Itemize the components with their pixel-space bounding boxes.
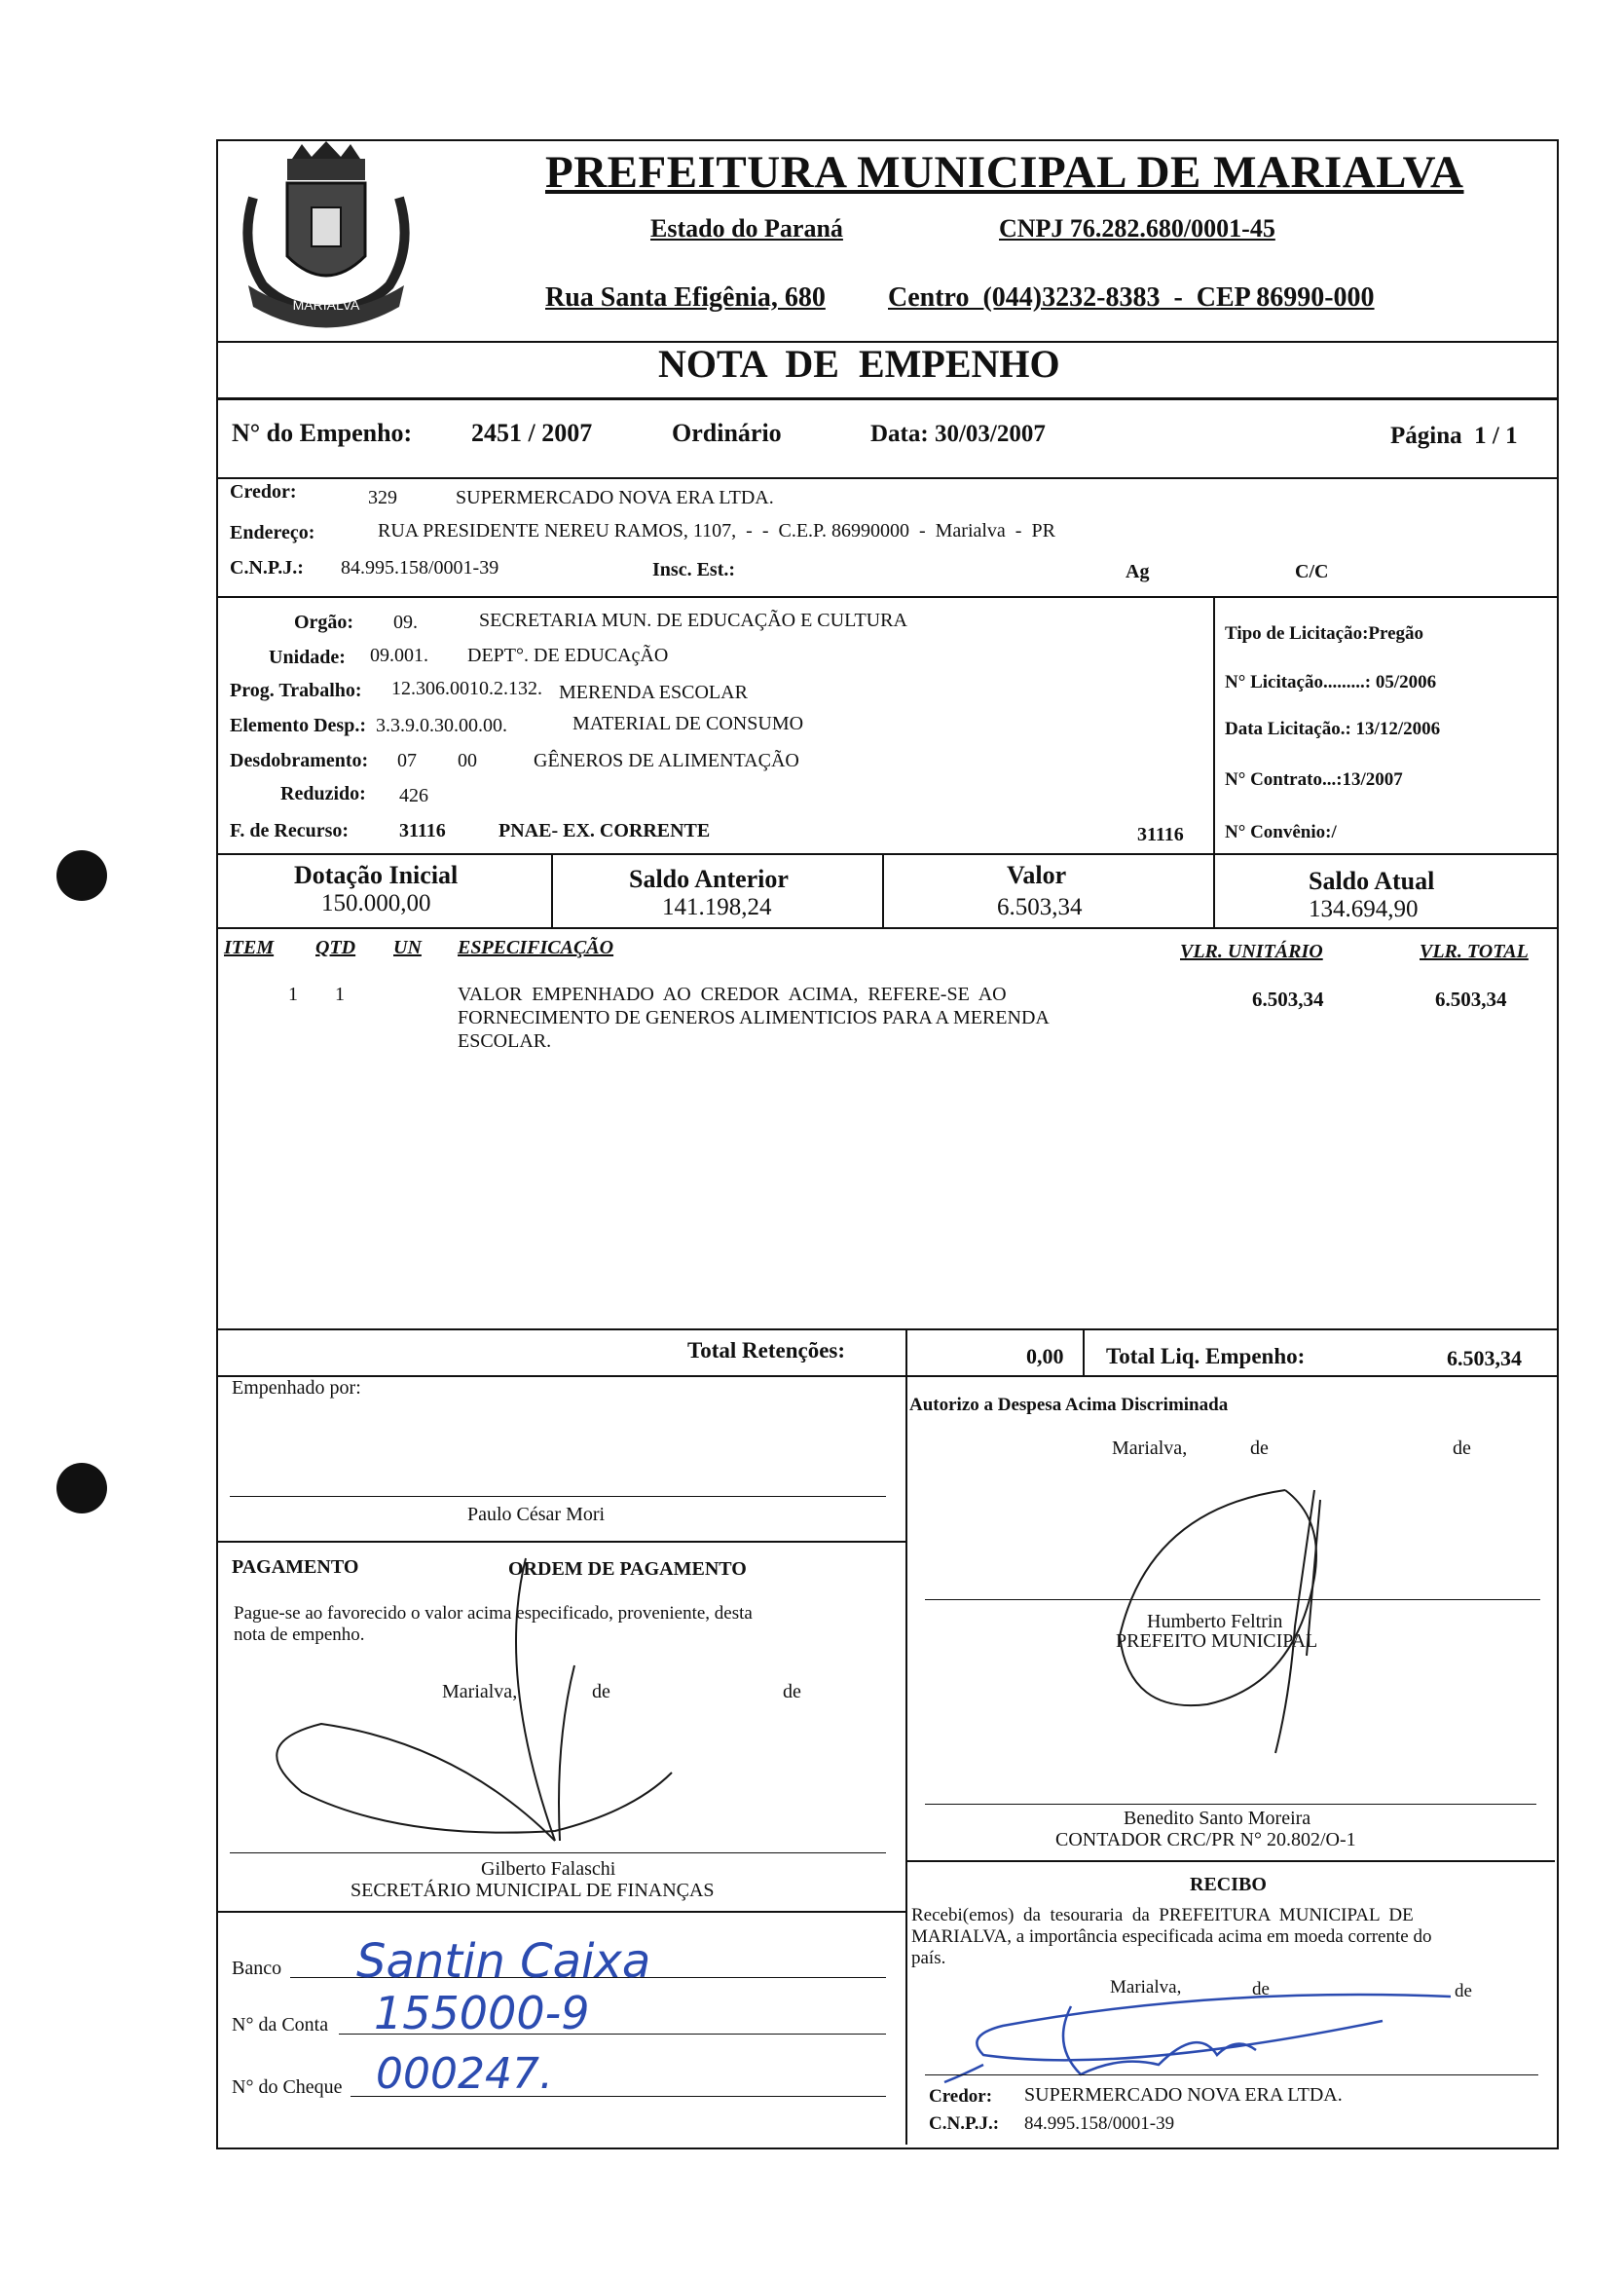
saldo-atual-label: Saldo Atual xyxy=(1309,867,1435,895)
recibo-credor-label: Credor: xyxy=(929,2086,993,2107)
prog-name: MERENDA ESCOLAR xyxy=(559,682,748,703)
municipal-crest xyxy=(234,139,419,334)
empenhado-name: Paulo César Mori xyxy=(467,1504,606,1525)
autorizo-de2: de xyxy=(1453,1438,1471,1459)
cheque-value[interactable]: 000247. xyxy=(376,2049,553,2099)
conta-label: N° da Conta xyxy=(232,2014,329,2035)
autorizo-place: Marialva, xyxy=(1112,1438,1188,1459)
saldo-atual-value: 134.694,90 xyxy=(1309,896,1419,922)
estado: Estado do Paraná xyxy=(650,214,843,243)
recibo-cnpj: 84.995.158/0001-39 xyxy=(1024,2113,1175,2134)
prog-code: 12.306.0010.2.132. xyxy=(391,678,542,699)
desdobramento-a: 07 xyxy=(397,750,417,771)
credor-cnpj: 84.995.158/0001-39 xyxy=(341,557,499,579)
banco-value[interactable]: Santin Caixa xyxy=(356,1934,651,1989)
elemento-label: Elemento Desp.: xyxy=(230,715,366,736)
unidade-code: 09.001. xyxy=(370,645,428,666)
elemento-code: 3.3.9.0.30.00.00. xyxy=(376,715,507,736)
pagamento-de1: de xyxy=(592,1681,610,1702)
banco-label: Banco xyxy=(232,1958,282,1979)
elemento-name: MATERIAL DE CONSUMO xyxy=(572,713,804,734)
recurso-label: F. de Recurso: xyxy=(230,820,350,841)
item-vlr-unitario: 6.503,34 xyxy=(1252,988,1324,1011)
recibo-text-2: MARIALVA, a importância especificada acima em moeda corrente do xyxy=(911,1926,1432,1947)
cheque-label: N° do Cheque xyxy=(232,2076,343,2098)
desdobramento-name: GÊNEROS DE ALIMENTAÇÃO xyxy=(534,750,799,771)
orgao-code: 09. xyxy=(393,612,418,633)
recibo-text-3: país. xyxy=(911,1948,946,1968)
orgao-name: SECRETARIA MUN. DE EDUCAÇÃO E CULTURA xyxy=(479,610,907,631)
retencoes-value: 0,00 xyxy=(1026,1344,1064,1368)
address-rest: Centro (044)3232-8383 - CEP 86990-000 xyxy=(888,282,1375,313)
street-address: Rua Santa Efigênia, 680 xyxy=(545,282,826,313)
dotacao-inicial-label: Dotação Inicial xyxy=(294,861,459,889)
recibo-place: Marialva, xyxy=(1110,1977,1182,1998)
conta-value[interactable]: 155000-9 xyxy=(374,1987,590,2039)
recibo-text-1: Recebi(emos) da tesouraria da PREFEITURA MUNICIPAL DE xyxy=(911,1905,1414,1925)
recibo-cnpj-label: C.N.P.J.: xyxy=(929,2113,1000,2134)
item-desc-line1: VALOR EMPENHADO AO CREDOR ACIMA, REFERE-SE AO xyxy=(458,984,1007,1005)
recibo-de2: de xyxy=(1455,1981,1472,2001)
empenho-number: 2451 / 2007 xyxy=(471,419,593,447)
empenho-label: N° do Empenho: xyxy=(232,419,413,447)
reduzido-label: Reduzido: xyxy=(280,783,366,804)
cc-label: C/C xyxy=(1295,561,1329,582)
punch-hole-top xyxy=(56,850,107,901)
col-item: ITEM xyxy=(224,937,275,958)
autorizo-de1: de xyxy=(1250,1438,1269,1459)
recibo-title: RECIBO xyxy=(1190,1874,1267,1895)
col-vlr-total: VLR. TOTAL xyxy=(1420,941,1529,962)
empenho-date: Data: 30/03/2007 xyxy=(870,421,1046,447)
pagamento-text-2: nota de empenho. xyxy=(234,1624,365,1645)
pagamento-label: PAGAMENTO xyxy=(232,1556,359,1578)
contador-name: Benedito Santo Moreira xyxy=(1124,1808,1311,1829)
numero-convenio: N° Convênio:/ xyxy=(1225,822,1337,842)
contador-role: CONTADOR CRC/PR N° 20.802/O-1 xyxy=(1055,1829,1356,1850)
punch-hole-bottom xyxy=(56,1463,107,1513)
valor-label: Valor xyxy=(1007,861,1067,889)
empenho-type: Ordinário xyxy=(672,419,782,447)
orgao-label: Orgão: xyxy=(294,612,354,633)
recurso-code: 31116 xyxy=(399,820,446,841)
col-un: UN xyxy=(393,937,422,958)
tipo-licitacao: Tipo de Licitação:Pregão xyxy=(1225,623,1424,644)
prefeito-name: Humberto Feltrin xyxy=(1147,1611,1283,1632)
saldo-anterior-value: 141.198,24 xyxy=(662,894,772,920)
prefeitura-title: PREFEITURA MUNICIPAL DE MARIALVA xyxy=(545,147,1464,198)
item-number: 1 xyxy=(288,984,298,1005)
col-vlr-unitario: VLR. UNITÁRIO xyxy=(1180,941,1323,962)
credor-address: RUA PRESIDENTE NEREU RAMOS, 1107, - - C.E.P. 86990000 - Marialva - PR xyxy=(378,520,1055,541)
item-qtd: 1 xyxy=(335,984,345,1005)
desdobramento-b: 00 xyxy=(458,750,477,771)
prefeito-role: PREFEITO MUNICIPAL xyxy=(1116,1630,1318,1652)
empenhado-label: Empenhado por: xyxy=(232,1377,361,1399)
doc-title: NOTA DE EMPENHO xyxy=(658,342,1060,386)
recurso-code-2: 31116 xyxy=(1137,824,1184,845)
recibo-credor-name: SUPERMERCADO NOVA ERA LTDA. xyxy=(1024,2084,1343,2106)
retencoes-label: Total Retenções: xyxy=(687,1338,846,1363)
ordem-pagamento-title: ORDEM DE PAGAMENTO xyxy=(508,1558,747,1580)
ag-label: Ag xyxy=(1126,561,1150,582)
secretario-signature xyxy=(263,1549,711,1860)
pagamento-text-1: Pague-se ao favorecido o valor acima especificado, proveniente, desta xyxy=(234,1603,753,1624)
liquido-label: Total Liq. Empenho: xyxy=(1106,1344,1306,1368)
pagamento-place: Marialva, xyxy=(442,1681,518,1702)
cnpj-label: C.N.P.J.: xyxy=(230,557,304,579)
prog-label: Prog. Trabalho: xyxy=(230,680,362,701)
unidade-name: DEPT°. DE EDUCAçÃO xyxy=(467,645,669,666)
insc-label: Insc. Est.: xyxy=(652,559,736,580)
recibo-de1: de xyxy=(1252,1979,1270,1999)
page-number: Página 1 / 1 xyxy=(1390,423,1518,449)
pagamento-de2: de xyxy=(783,1681,801,1702)
liquido-value: 6.503,34 xyxy=(1447,1346,1522,1370)
credor-label: Credor: xyxy=(230,481,297,503)
unidade-label: Unidade: xyxy=(269,647,346,668)
valor-value: 6.503,34 xyxy=(997,894,1083,920)
saldo-anterior-label: Saldo Anterior xyxy=(629,865,789,893)
numero-licitacao: N° Licitação.........: 05/2006 xyxy=(1225,672,1437,692)
credor-name: SUPERMERCADO NOVA ERA LTDA. xyxy=(456,487,774,508)
crest-text: MARIALVA xyxy=(292,297,360,313)
credor-signature xyxy=(925,1967,1470,2084)
secretario-role: SECRETÁRIO MUNICIPAL DE FINANÇAS xyxy=(351,1880,715,1901)
cnpj-prefeitura: CNPJ 76.282.680/0001-45 xyxy=(999,214,1275,243)
item-desc-line2: FORNECIMENTO DE GENEROS ALIMENTICIOS PARA A MERENDA xyxy=(458,1007,1050,1028)
credor-code: 329 xyxy=(368,487,397,508)
col-qtd: QTD xyxy=(315,937,356,958)
endereco-label: Endereço: xyxy=(230,522,315,543)
col-especificacao: ESPECIFICAÇÃO xyxy=(458,937,614,958)
dotacao-inicial-value: 150.000,00 xyxy=(321,890,431,916)
secretario-name: Gilberto Falaschi xyxy=(481,1858,616,1880)
prefeito-signature xyxy=(1090,1471,1344,1763)
recurso-name: PNAE- EX. CORRENTE xyxy=(498,820,711,841)
desdobramento-label: Desdobramento: xyxy=(230,750,369,771)
reduzido-value: 426 xyxy=(399,785,428,806)
item-desc-line3: ESCOLAR. xyxy=(458,1030,552,1052)
item-vlr-total: 6.503,34 xyxy=(1435,988,1507,1011)
autorizo-title: Autorizo a Despesa Acima Discriminada xyxy=(909,1395,1229,1415)
numero-contrato: N° Contrato...:13/2007 xyxy=(1225,769,1403,790)
data-licitacao: Data Licitação.: 13/12/2006 xyxy=(1225,719,1441,739)
